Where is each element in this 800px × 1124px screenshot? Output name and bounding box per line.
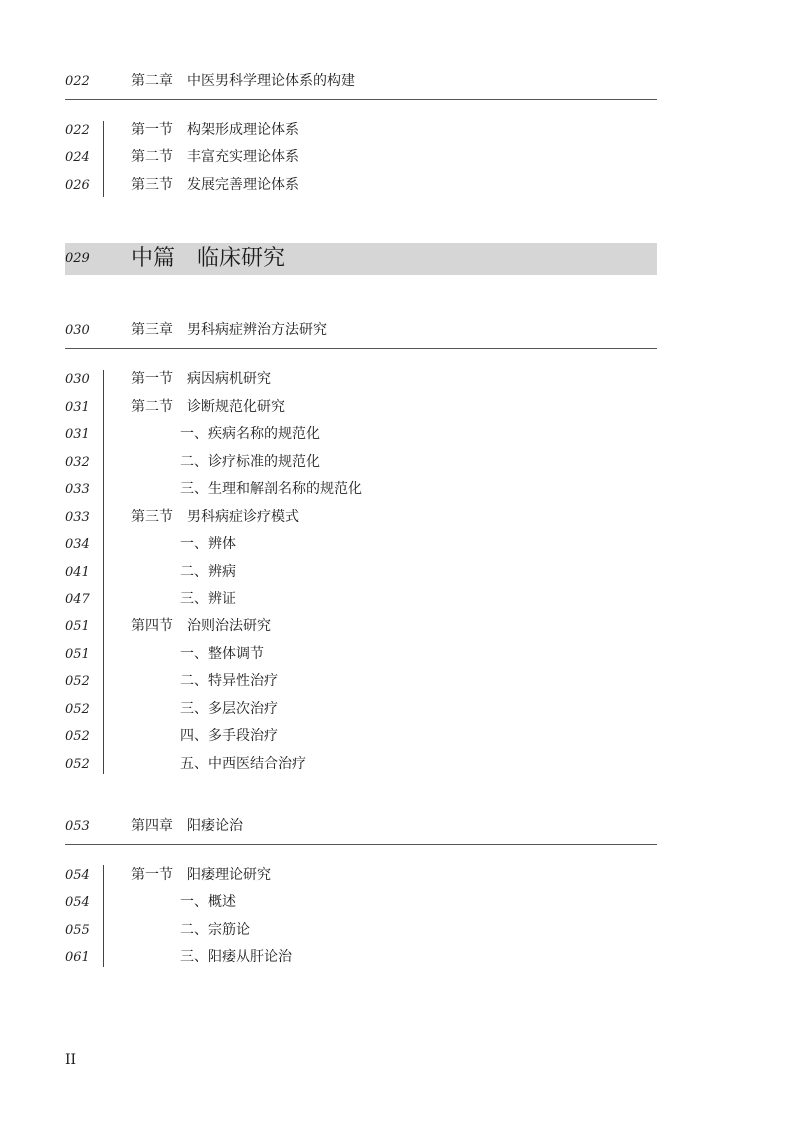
entry-page-number: 030 — [65, 372, 90, 387]
section-title: 第一节 病因病机研究 — [131, 371, 271, 387]
entry-page-number: 041 — [65, 565, 90, 580]
subsection-title: 三、阳痿从肝论治 — [180, 949, 292, 965]
subsection-title: 二、宗筋论 — [180, 922, 250, 938]
entry-page-number: 054 — [65, 868, 90, 883]
subsection-title: 一、辨体 — [180, 536, 236, 552]
entry-page-number: 031 — [65, 427, 90, 442]
entry-page-number: 047 — [65, 592, 90, 607]
chapter-page-number: 022 — [65, 74, 90, 89]
section-title: 第四节 治则治法研究 — [131, 618, 271, 634]
section-title: 第三节 发展完善理论体系 — [131, 177, 299, 193]
chapter-rule — [65, 348, 657, 349]
chapter-rule — [65, 99, 657, 100]
part-heading-band — [65, 243, 657, 275]
entry-page-number: 033 — [65, 510, 90, 525]
section-title: 第一节 构架形成理论体系 — [131, 122, 299, 138]
entry-page-number: 051 — [65, 619, 90, 634]
subsection-title: 一、整体调节 — [180, 646, 264, 662]
entry-page-number: 052 — [65, 702, 90, 717]
chapter-title: 第四章 阳痿论治 — [131, 818, 243, 834]
chapter-title: 第三章 男科病症辨治方法研究 — [131, 322, 327, 338]
section-title: 第一节 阳痿理论研究 — [131, 867, 271, 883]
subsection-title: 五、中西医结合治疗 — [180, 756, 306, 772]
entry-page-number: 034 — [65, 537, 90, 552]
part-page-number: 029 — [65, 251, 90, 266]
chapter-title: 第二章 中医男科学理论体系的构建 — [131, 73, 355, 89]
entry-page-number: 031 — [65, 400, 90, 415]
entry-page-number: 052 — [65, 757, 90, 772]
entry-page-number: 052 — [65, 674, 90, 689]
entry-page-number: 024 — [65, 150, 90, 165]
section-title: 第二节 丰富充实理论体系 — [131, 149, 299, 165]
entry-page-number: 061 — [65, 950, 90, 965]
entry-page-number: 026 — [65, 178, 90, 193]
entry-page-number: 033 — [65, 482, 90, 497]
section-title: 第三节 男科病症诊疗模式 — [131, 509, 299, 525]
entry-page-number: 054 — [65, 895, 90, 910]
entry-page-number: 052 — [65, 729, 90, 744]
subsection-title: 一、疾病名称的规范化 — [180, 426, 320, 442]
section-title: 第二节 诊断规范化研究 — [131, 399, 285, 415]
subsection-title: 二、特异性治疗 — [180, 673, 278, 689]
chapter-page-number: 030 — [65, 323, 90, 338]
subsection-title: 二、诊疗标准的规范化 — [180, 454, 320, 470]
page-folio: II — [65, 1052, 77, 1068]
subsection-title: 三、多层次治疗 — [180, 701, 278, 717]
subsection-title: 三、生理和解剖名称的规范化 — [180, 481, 362, 497]
entry-page-number: 032 — [65, 455, 90, 470]
subsection-title: 一、概述 — [180, 894, 236, 910]
subsection-title: 四、多手段治疗 — [180, 728, 278, 744]
chapter-page-number: 053 — [65, 819, 90, 834]
entry-page-number: 055 — [65, 923, 90, 938]
entry-page-number: 051 — [65, 647, 90, 662]
subsection-title: 三、辨证 — [180, 591, 236, 607]
entry-page-number: 022 — [65, 123, 90, 138]
chapter-rule — [65, 844, 657, 845]
part-title: 中篇 临床研究 — [131, 246, 286, 271]
subsection-title: 二、辨病 — [180, 564, 236, 580]
